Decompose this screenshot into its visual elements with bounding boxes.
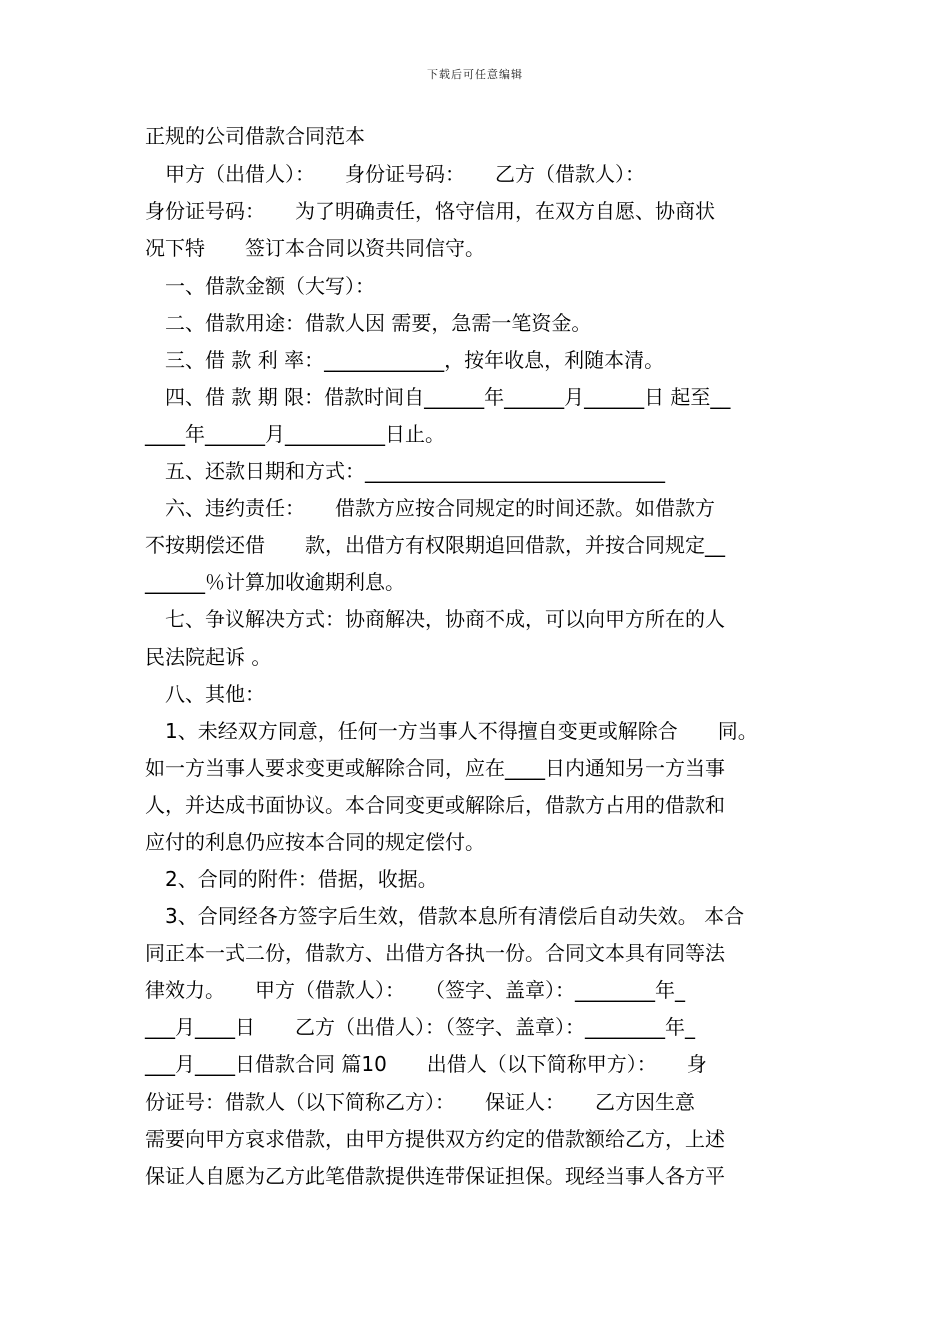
text-line: 一、借款金额（大写）： <box>145 274 375 298</box>
text-line: ___月____日借款合同 篇10 出借人（以下简称甲方）： 身 <box>145 1052 707 1076</box>
text-line: ____年______月__________日止。 <box>145 422 445 446</box>
text-line: 人，并达成书面协议。本合同变更或解除后，借款方占用的借款和 <box>145 793 725 817</box>
text-line: 如一方当事人要求变更或解除合同，应在____日内通知另一方当事 <box>145 756 725 780</box>
text-line: 况下特 签订本合同以资共同信守。 <box>145 236 485 260</box>
text-line: 律效力。 甲方（借款人）： （签字、盖章）：________年_ <box>145 978 685 1002</box>
text-line: 七、争议解决方式：协商解决，协商不成，可以向甲方所在的人 <box>145 607 725 631</box>
text-line: 应付的利息仍应按本合同的规定偿付。 <box>145 830 485 854</box>
text-line: 3、合同经各方签字后生效，借款本息所有清偿后自动失效。 本合 <box>145 904 745 928</box>
text-line: 1、未经双方同意，任何一方当事人不得擅自变更或解除合 同。 <box>145 719 758 743</box>
text-line: 份证号：借款人（以下简称乙方）： 保证人： 乙方因生意 <box>145 1090 695 1114</box>
doc-title: 正规的公司借款合同范本 <box>145 124 365 148</box>
text-line: ______％计算加收逾期利息。 <box>145 570 405 594</box>
text-line: 四、借 款 期 限：借款时间自______年______月______日 起至__ <box>145 385 731 409</box>
text-line: 2、合同的附件：借据，收据。 <box>145 867 438 891</box>
text-line: 甲方（出借人）： 身份证号码： 乙方（借款人）： <box>145 162 645 186</box>
text-line: 需要向甲方哀求借款，由甲方提供双方约定的借款额给乙方，上述 <box>145 1127 725 1151</box>
text-line: 民法院起诉 。 <box>145 645 272 669</box>
text-line: 同正本一式二份，借款方、出借方各执一份。合同文本具有同等法 <box>145 941 725 965</box>
text-line: 保证人自愿为乙方此笔借款提供连带保证担保。现经当事人各方平 <box>145 1164 725 1188</box>
text-line: 八、其他： <box>145 682 265 706</box>
text-line: 不按期偿还借 款，出借方有权限期追回借款，并按合同规定__ <box>145 533 725 557</box>
text-line: 三、借 款 利 率：____________，按年收息，利随本清。 <box>145 348 665 372</box>
text-line: 五、还款日期和方式：______________________________ <box>145 459 665 483</box>
page-header: 下载后可任意编辑 <box>427 68 523 81</box>
text-line: ___月____日 乙方（出借人）：（签字、盖章）：________年_ <box>145 1015 695 1039</box>
text-line: 二、借款用途：借款人因 需要，急需一笔资金。 <box>145 311 592 335</box>
text-line: 身份证号码： 为了明确责任，恪守信用，在双方自愿、协商状 <box>145 199 715 223</box>
text-line: 六、违约责任： 借款方应按合同规定的时间还款。如借款方 <box>145 496 715 520</box>
